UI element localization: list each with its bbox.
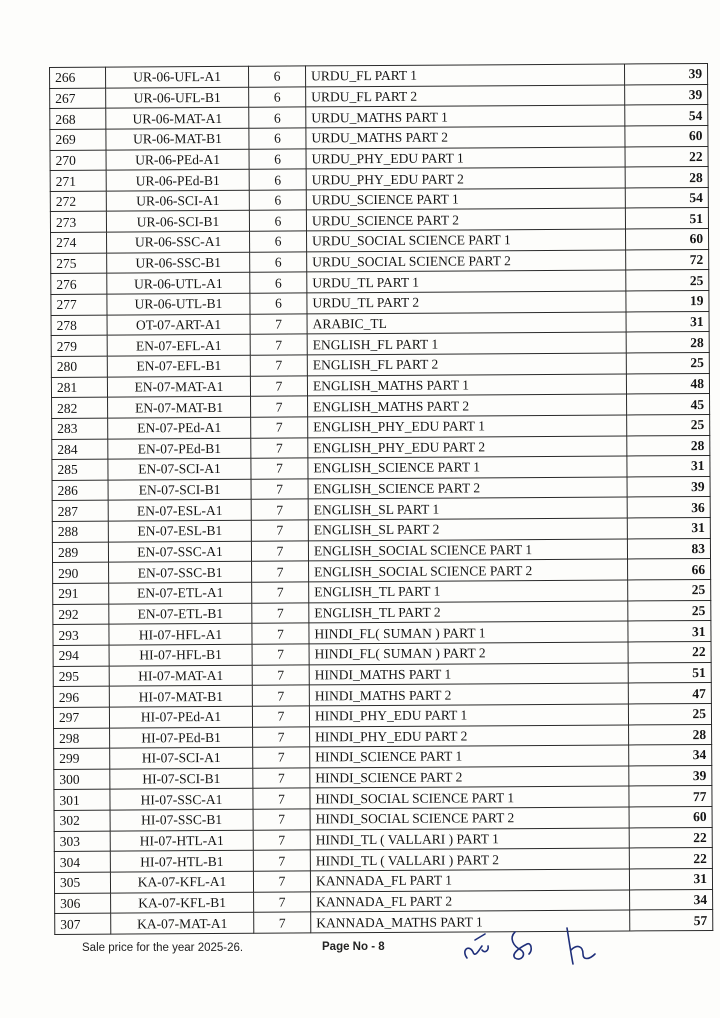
signature-3 bbox=[567, 928, 595, 964]
class-cell: 7 bbox=[253, 809, 310, 830]
class-cell: 6 bbox=[249, 210, 306, 231]
book-title-cell: URDU_FL PART 1 bbox=[305, 64, 624, 87]
serial-number-cell: 276 bbox=[51, 274, 107, 295]
book-title-cell: URDU_PHY_EDU PART 1 bbox=[306, 147, 625, 170]
book-code-cell: EN-07-ESL-B1 bbox=[108, 520, 251, 542]
serial-number-cell: 282 bbox=[52, 397, 108, 418]
serial-number-cell: 275 bbox=[51, 253, 107, 274]
book-code-cell: UR-06-PEd-B1 bbox=[106, 169, 249, 191]
serial-number-cell: 292 bbox=[53, 604, 109, 625]
class-cell: 7 bbox=[251, 396, 308, 417]
book-title-cell: ENGLISH_SL PART 2 bbox=[308, 518, 627, 541]
book-code-cell: EN-07-PEd-A1 bbox=[108, 417, 251, 439]
price-cell: 34 bbox=[629, 745, 712, 766]
class-cell: 7 bbox=[252, 623, 309, 644]
serial-number-cell: 268 bbox=[50, 108, 106, 129]
price-cell: 60 bbox=[626, 229, 709, 250]
serial-number-cell: 267 bbox=[50, 88, 106, 109]
serial-number-cell: 285 bbox=[52, 459, 108, 480]
price-cell: 39 bbox=[629, 765, 712, 786]
class-cell: 7 bbox=[250, 334, 307, 355]
price-list-table-container bbox=[49, 63, 711, 935]
serial-number-cell: 294 bbox=[53, 645, 109, 666]
price-cell: 77 bbox=[629, 786, 712, 807]
serial-number-cell: 306 bbox=[55, 893, 111, 914]
price-cell: 31 bbox=[627, 518, 710, 539]
price-cell: 25 bbox=[627, 414, 710, 435]
price-cell: 54 bbox=[625, 105, 708, 126]
book-code-cell: KA-07-KFL-A1 bbox=[110, 871, 253, 893]
price-cell: 66 bbox=[628, 559, 711, 580]
book-title-cell: URDU_PHY_EDU PART 2 bbox=[306, 167, 625, 190]
serial-number-cell: 266 bbox=[50, 67, 106, 88]
book-code-cell: HI-07-SCI-A1 bbox=[110, 747, 253, 769]
price-cell: 19 bbox=[626, 291, 709, 312]
book-code-cell: UR-06-SCI-B1 bbox=[106, 211, 249, 233]
page-number: Page No - 8 bbox=[322, 941, 385, 953]
signature-2 bbox=[512, 932, 531, 959]
serial-number-cell: 302 bbox=[54, 810, 110, 831]
book-code-cell: EN-07-SCI-B1 bbox=[108, 479, 251, 501]
serial-number-cell: 295 bbox=[53, 666, 109, 687]
book-title-cell: ENGLISH_SL PART 1 bbox=[308, 497, 627, 520]
book-code-cell: EN-07-ESL-A1 bbox=[108, 500, 251, 522]
book-title-cell: URDU_TL PART 2 bbox=[307, 291, 626, 314]
book-code-cell: UR-06-MAT-A1 bbox=[106, 108, 249, 130]
book-title-cell: HINDI_SCIENCE PART 1 bbox=[310, 745, 629, 768]
book-title-cell: ENGLISH_PHY_EDU PART 1 bbox=[308, 415, 627, 438]
class-cell: 6 bbox=[250, 252, 307, 273]
price-cell: 47 bbox=[628, 683, 711, 704]
price-cell: 45 bbox=[627, 394, 710, 415]
serial-number-cell: 280 bbox=[51, 356, 107, 377]
price-cell: 22 bbox=[629, 827, 712, 848]
price-cell: 54 bbox=[625, 187, 708, 208]
class-cell: 7 bbox=[252, 561, 309, 582]
table-body bbox=[50, 63, 713, 934]
book-title-cell: KANNADA_MATHS PART 1 bbox=[311, 910, 630, 933]
price-cell: 28 bbox=[625, 167, 708, 188]
price-cell: 25 bbox=[628, 703, 711, 724]
book-title-cell: KANNADA_FL PART 1 bbox=[310, 869, 629, 892]
book-title-cell: ENGLISH_SCIENCE PART 1 bbox=[308, 456, 627, 479]
class-cell: 7 bbox=[250, 355, 307, 376]
serial-number-cell: 297 bbox=[53, 707, 109, 728]
book-title-cell: URDU_MATHS PART 2 bbox=[306, 126, 625, 149]
class-cell: 7 bbox=[250, 376, 307, 397]
price-cell: 28 bbox=[626, 332, 709, 353]
class-cell: 6 bbox=[249, 190, 306, 211]
book-code-cell: EN-07-ETL-B1 bbox=[109, 603, 252, 625]
book-code-cell: HI-07-MAT-B1 bbox=[109, 685, 252, 707]
book-code-cell: HI-07-PEd-A1 bbox=[109, 706, 252, 728]
book-title-cell: ENGLISH_TL PART 1 bbox=[309, 580, 628, 603]
price-cell: 39 bbox=[625, 84, 708, 105]
book-title-cell: HINDI_SOCIAL SCIENCE PART 2 bbox=[310, 807, 629, 830]
book-code-cell: EN-07-MAT-A1 bbox=[107, 376, 250, 398]
book-code-cell: HI-07-HFL-B1 bbox=[109, 644, 252, 666]
serial-number-cell: 274 bbox=[51, 232, 107, 253]
price-cell: 25 bbox=[628, 579, 711, 600]
book-code-cell: HI-07-MAT-A1 bbox=[109, 665, 252, 687]
book-title-cell: URDU_SOCIAL SCIENCE PART 2 bbox=[307, 250, 626, 273]
class-cell: 6 bbox=[249, 107, 306, 128]
serial-number-cell: 300 bbox=[54, 769, 110, 790]
book-code-cell: EN-07-EFL-B1 bbox=[107, 355, 250, 377]
serial-number-cell: 278 bbox=[51, 315, 107, 336]
book-title-cell: KANNADA_FL PART 2 bbox=[311, 890, 630, 913]
book-title-cell: ENGLISH_TL PART 2 bbox=[309, 601, 628, 624]
serial-number-cell: 304 bbox=[54, 851, 110, 872]
price-cell: 48 bbox=[626, 373, 709, 394]
price-cell: 25 bbox=[628, 600, 711, 621]
book-code-cell: EN-07-SCI-A1 bbox=[108, 458, 251, 480]
book-code-cell: HI-07-SCI-B1 bbox=[110, 768, 253, 790]
book-code-cell: EN-07-EFL-A1 bbox=[107, 335, 250, 357]
book-title-cell: HINDI_TL ( VALLARI ) PART 2 bbox=[310, 848, 629, 871]
book-code-cell: UR-06-MAT-B1 bbox=[106, 128, 249, 150]
serial-number-cell: 279 bbox=[51, 335, 107, 356]
book-title-cell: ENGLISH_SOCIAL SCIENCE PART 2 bbox=[309, 559, 628, 582]
serial-number-cell: 307 bbox=[55, 913, 111, 934]
price-cell: 31 bbox=[627, 456, 710, 477]
class-cell: 7 bbox=[252, 644, 309, 665]
book-code-cell: UR-06-SSC-A1 bbox=[107, 231, 250, 253]
price-cell: 83 bbox=[627, 538, 710, 559]
class-cell: 7 bbox=[251, 437, 308, 458]
class-cell: 7 bbox=[250, 314, 307, 335]
class-cell: 6 bbox=[249, 128, 306, 149]
serial-number-cell: 281 bbox=[51, 377, 107, 398]
book-title-cell: HINDI_PHY_EDU PART 1 bbox=[309, 704, 628, 727]
price-cell: 51 bbox=[628, 662, 711, 683]
price-cell: 28 bbox=[627, 435, 710, 456]
sale-price-note: Sale price for the year 2025-26. bbox=[82, 942, 244, 954]
serial-number-cell: 303 bbox=[54, 831, 110, 852]
book-title-cell: URDU_TL PART 1 bbox=[307, 270, 626, 293]
book-title-cell: HINDI_FL( SUMAN ) PART 1 bbox=[309, 621, 628, 644]
book-title-cell: ENGLISH_PHY_EDU PART 2 bbox=[308, 436, 627, 459]
serial-number-cell: 296 bbox=[53, 686, 109, 707]
book-title-cell: HINDI_MATHS PART 2 bbox=[309, 683, 628, 706]
price-cell: 57 bbox=[630, 910, 713, 931]
class-cell: 7 bbox=[252, 603, 309, 624]
serial-number-cell: 272 bbox=[50, 191, 106, 212]
price-cell: 31 bbox=[626, 311, 709, 332]
price-cell: 36 bbox=[627, 497, 710, 518]
book-title-cell: URDU_SOCIAL SCIENCE PART 1 bbox=[307, 229, 626, 252]
serial-number-cell: 269 bbox=[50, 129, 106, 150]
price-cell: 60 bbox=[629, 807, 712, 828]
book-title-cell: ARABIC_TL bbox=[307, 312, 626, 335]
price-cell: 34 bbox=[630, 889, 713, 910]
price-cell: 51 bbox=[625, 208, 708, 229]
book-code-cell: HI-07-HFL-A1 bbox=[109, 624, 252, 646]
book-code-cell: KA-07-KFL-B1 bbox=[111, 892, 254, 914]
price-cell: 60 bbox=[625, 125, 708, 146]
price-cell: 28 bbox=[629, 724, 712, 745]
book-code-cell: HI-07-PEd-B1 bbox=[110, 727, 253, 749]
book-title-cell: ENGLISH_SCIENCE PART 2 bbox=[308, 477, 627, 500]
class-cell: 7 bbox=[252, 685, 309, 706]
class-cell: 7 bbox=[251, 458, 308, 479]
price-cell: 22 bbox=[629, 848, 712, 869]
book-code-cell: KA-07-MAT-A1 bbox=[111, 913, 254, 935]
price-cell: 22 bbox=[625, 146, 708, 167]
class-cell: 7 bbox=[254, 892, 311, 913]
class-cell: 6 bbox=[248, 66, 305, 87]
serial-number-cell: 284 bbox=[52, 439, 108, 460]
book-code-cell: UR-06-UFL-A1 bbox=[106, 66, 249, 88]
book-title-cell: HINDI_PHY_EDU PART 2 bbox=[310, 724, 629, 747]
class-cell: 7 bbox=[253, 726, 310, 747]
class-cell: 7 bbox=[253, 830, 310, 851]
book-code-cell: HI-07-SSC-B1 bbox=[110, 809, 253, 831]
class-cell: 6 bbox=[249, 87, 306, 108]
book-title-cell: ENGLISH_FL PART 2 bbox=[307, 353, 626, 376]
book-title-cell: URDU_MATHS PART 1 bbox=[306, 105, 625, 128]
class-cell: 7 bbox=[253, 788, 310, 809]
book-code-cell: HI-07-HTL-A1 bbox=[110, 830, 253, 852]
signature-1 bbox=[465, 934, 488, 958]
serial-number-cell: 290 bbox=[53, 563, 109, 584]
class-cell: 7 bbox=[253, 850, 310, 871]
book-code-cell: EN-07-MAT-B1 bbox=[108, 397, 251, 419]
serial-number-cell: 305 bbox=[54, 872, 110, 893]
price-cell: 31 bbox=[629, 868, 712, 889]
price-cell: 72 bbox=[626, 249, 709, 270]
serial-number-cell: 293 bbox=[53, 624, 109, 645]
class-cell: 7 bbox=[251, 499, 308, 520]
book-title-cell: HINDI_FL( SUMAN ) PART 2 bbox=[309, 642, 628, 665]
serial-number-cell: 289 bbox=[52, 542, 108, 563]
book-code-cell: EN-07-SSC-B1 bbox=[109, 562, 252, 584]
book-title-cell: HINDI_SOCIAL SCIENCE PART 1 bbox=[310, 786, 629, 809]
book-title-cell: URDU_FL PART 2 bbox=[306, 85, 625, 108]
book-code-cell: HI-07-SSC-A1 bbox=[110, 789, 253, 811]
class-cell: 7 bbox=[251, 520, 308, 541]
signatures bbox=[455, 920, 615, 970]
class-cell: 7 bbox=[252, 665, 309, 686]
class-cell: 6 bbox=[249, 169, 306, 190]
book-code-cell: UR-06-SCI-A1 bbox=[106, 190, 249, 212]
book-title-cell: URDU_SCIENCE PART 2 bbox=[306, 208, 625, 231]
book-code-cell: UR-06-PEd-A1 bbox=[106, 149, 249, 171]
serial-number-cell: 288 bbox=[52, 521, 108, 542]
book-title-cell: ENGLISH_FL PART 1 bbox=[307, 332, 626, 355]
serial-number-cell: 270 bbox=[50, 150, 106, 171]
book-code-cell: UR-06-UTL-A1 bbox=[107, 273, 250, 295]
class-cell: 7 bbox=[252, 706, 309, 727]
book-title-cell: ENGLISH_MATHS PART 2 bbox=[308, 394, 627, 417]
class-cell: 6 bbox=[250, 231, 307, 252]
price-cell: 22 bbox=[628, 641, 711, 662]
class-cell: 7 bbox=[251, 541, 308, 562]
serial-number-cell: 283 bbox=[52, 418, 108, 439]
serial-number-cell: 287 bbox=[52, 501, 108, 522]
class-cell: 7 bbox=[252, 582, 309, 603]
class-cell: 7 bbox=[251, 417, 308, 438]
book-title-cell: URDU_SCIENCE PART 1 bbox=[306, 188, 625, 211]
class-cell: 7 bbox=[253, 768, 310, 789]
book-title-cell: HINDI_MATHS PART 1 bbox=[309, 663, 628, 686]
book-code-cell: UR-06-SSC-B1 bbox=[107, 252, 250, 274]
serial-number-cell: 301 bbox=[54, 790, 110, 811]
price-list-table bbox=[49, 63, 713, 935]
book-code-cell: EN-07-PEd-B1 bbox=[108, 438, 251, 460]
class-cell: 6 bbox=[249, 148, 306, 169]
serial-number-cell: 273 bbox=[50, 212, 106, 233]
book-code-cell: HI-07-HTL-B1 bbox=[110, 851, 253, 873]
price-cell: 25 bbox=[626, 352, 709, 373]
price-cell: 25 bbox=[626, 270, 709, 291]
book-code-cell: EN-07-ETL-A1 bbox=[109, 582, 252, 604]
class-cell: 7 bbox=[253, 747, 310, 768]
class-cell: 6 bbox=[250, 272, 307, 293]
price-cell: 39 bbox=[624, 63, 707, 84]
book-title-cell: HINDI_SCIENCE PART 2 bbox=[310, 766, 629, 789]
price-cell: 31 bbox=[628, 621, 711, 642]
book-code-cell: UR-06-UFL-B1 bbox=[106, 87, 249, 109]
serial-number-cell: 271 bbox=[50, 170, 106, 191]
book-title-cell: HINDI_TL ( VALLARI ) PART 1 bbox=[310, 828, 629, 851]
class-cell: 6 bbox=[250, 293, 307, 314]
serial-number-cell: 298 bbox=[54, 728, 110, 749]
class-cell: 7 bbox=[251, 479, 308, 500]
price-cell: 39 bbox=[627, 476, 710, 497]
book-code-cell: UR-06-UTL-B1 bbox=[107, 293, 250, 315]
serial-number-cell: 291 bbox=[53, 583, 109, 604]
book-code-cell: OT-07-ART-A1 bbox=[107, 314, 250, 336]
class-cell: 7 bbox=[254, 912, 311, 933]
serial-number-cell: 299 bbox=[54, 748, 110, 769]
book-title-cell: ENGLISH_MATHS PART 1 bbox=[307, 374, 626, 397]
book-code-cell: EN-07-SSC-A1 bbox=[108, 541, 251, 563]
class-cell: 7 bbox=[253, 871, 310, 892]
book-title-cell: ENGLISH_SOCIAL SCIENCE PART 1 bbox=[308, 539, 627, 562]
serial-number-cell: 286 bbox=[52, 480, 108, 501]
serial-number-cell: 277 bbox=[51, 294, 107, 315]
